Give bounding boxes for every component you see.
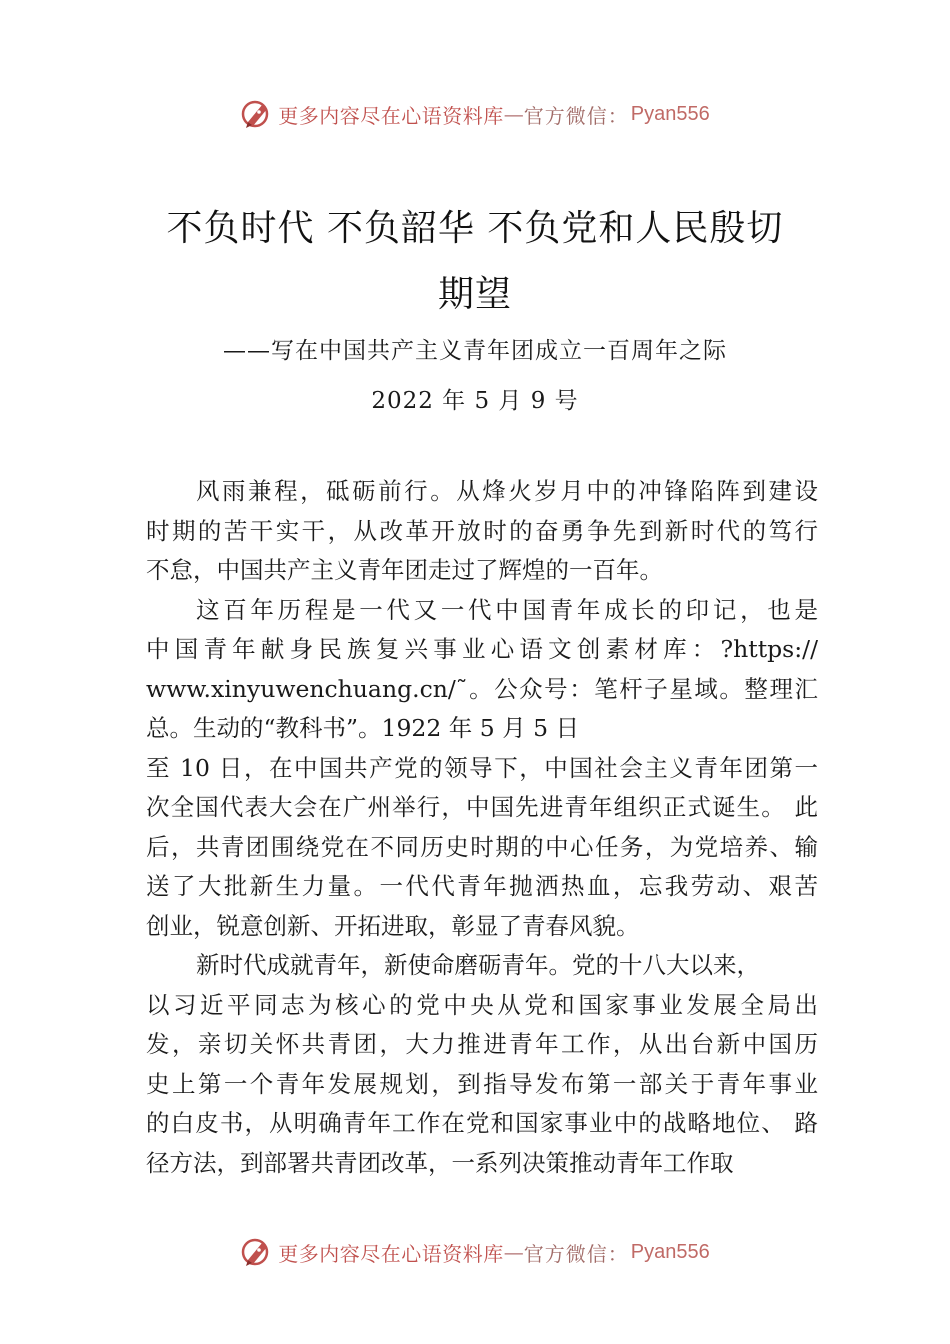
footer-watermark xyxy=(0,1232,950,1272)
body-line: 的白皮书，从明确青年工作在党和国家事业中的战略地位、 路 xyxy=(146,1109,818,1137)
body-line: 史上第一个青年发展规划，到指导发布第一部关于青年事业 xyxy=(146,1069,818,1098)
pen-nib-logo-icon xyxy=(240,1235,274,1269)
watermark-main-text: 更多内容尽在心语资料库 xyxy=(278,1241,504,1266)
watermark-wechat-id: Pyan556 xyxy=(630,102,710,125)
page-title-line-1: 不负时代 不负韶华 不负党和人民殷切 xyxy=(166,208,784,249)
body-line: 总。生动的“教科书”。1922 年 5 月 5 日 xyxy=(146,714,580,742)
body-line: 不怠，中国共产主义青年团走过了辉煌的一百年。 xyxy=(146,556,663,584)
watermark-wechat-id: Pyan556 xyxy=(630,1240,710,1263)
body-line: 这百年历程是一代又一代中国青年成长的印记，也是 xyxy=(196,595,818,624)
pen-nib-logo-icon xyxy=(240,97,274,131)
watermark-dash: — xyxy=(503,1240,524,1264)
body-line: 时期的苦干实干，从改革开放时的奋勇争先到新时代的笃行 xyxy=(146,516,818,545)
body-line: www.xinyuwenchuang.cn/˜。公众号：笔杆子星域。整理汇 xyxy=(146,674,818,703)
page-subtitle: ——写在中国共产主义青年团成立一百周年之际 xyxy=(223,338,727,364)
watermark-main-text: 更多内容尽在心语资料库 xyxy=(278,103,504,128)
body-line: 径方法，到部署共青团改革，一系列决策推动青年工作取 xyxy=(146,1148,734,1177)
body-line: 次全国代表大会在广州举行，中国先进青年组织正式诞生。 此 xyxy=(146,793,818,821)
article-body xyxy=(146,472,818,1183)
page-title-line-2: 期望 xyxy=(437,274,512,315)
page-date: 2022 年 5 月 9 号 xyxy=(371,388,579,414)
watermark-dash: — xyxy=(503,102,524,126)
body-line: 新时代成就青年，新使命磨砺青年。党的十八大以来， xyxy=(196,951,760,979)
body-line: 风雨兼程，砥砺前行。从烽火岁月中的冲锋陷阵到建设 xyxy=(196,477,818,505)
body-line: 至 10 日，在中国共产党的领导下，中国社会主义青年团第一 xyxy=(146,753,818,782)
body-line: 后，共青团围绕党在不同历史时期的中心任务，为党培养、输 xyxy=(146,832,818,861)
body-line: 创业，锐意创新、开拓进取，彰显了青春风貌。 xyxy=(146,911,640,940)
body-line: 送了大批新生力量。一代代青年抛洒热血，忘我劳动、艰苦 xyxy=(146,872,818,900)
header-watermark xyxy=(0,94,950,134)
body-line: 以习近平同志为核心的党中央从党和国家事业发展全局出 xyxy=(146,990,818,1019)
body-line: 发，亲切关怀共青团，大力推进青年工作，从出台新中国历 xyxy=(146,1030,818,1058)
watermark-sub-text: 官方微信： xyxy=(523,1241,629,1266)
watermark-sub-text: 官方微信： xyxy=(523,103,629,128)
body-line: 中国青年献身民族复兴事业心语文创素材库：?https:// xyxy=(146,635,818,663)
